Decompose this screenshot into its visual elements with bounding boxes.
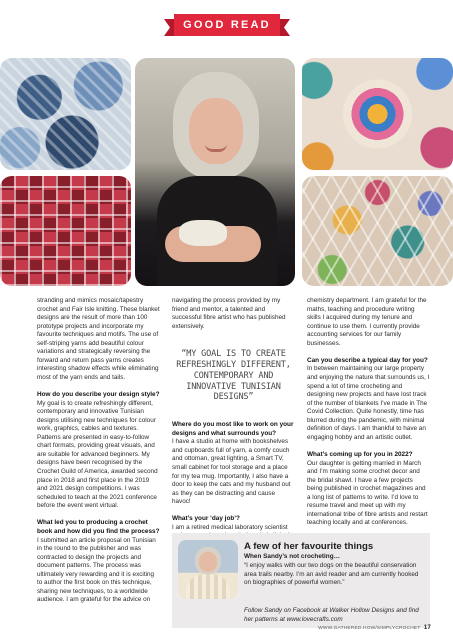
banner-label: GOOD READ bbox=[183, 19, 271, 31]
colourful-mandala-blanket-photo bbox=[302, 58, 453, 170]
portrait-face bbox=[189, 98, 243, 164]
red-white-check-blankets-photo bbox=[0, 176, 131, 286]
favourite-things-photo bbox=[178, 540, 238, 599]
question-heading: How do you describe your design style? bbox=[37, 391, 160, 399]
favourite-things-subtitle: When Sandy’s not crocheting… bbox=[244, 553, 340, 560]
article-column-2 bbox=[172, 297, 295, 550]
page-footer bbox=[318, 625, 431, 631]
body-paragraph: I have a studio at home with bookshelves and cupboards full of yarn, a comfy couch and ottoman, great lighting, a Smart TV, small cabinet for tool storage and a place for my tea mug. Importantly, I also have a door to keep the cats and my husband out as they can be distracting and cause havoc! bbox=[172, 438, 291, 506]
question-heading: What’s coming up for you in 2022? bbox=[307, 450, 413, 458]
section-banner bbox=[168, 14, 286, 39]
question-heading: What’s your ‘day job’? bbox=[172, 515, 240, 523]
portrait-yarn bbox=[179, 220, 227, 246]
fav-photo-face bbox=[199, 552, 217, 572]
favourite-things-title: A few of her favourite things bbox=[244, 541, 374, 552]
article-column-1 bbox=[37, 297, 161, 614]
question-heading: What led you to producing a crochet book and how did you find the process? bbox=[37, 519, 160, 535]
fav-photo-sweater bbox=[186, 574, 230, 599]
favourite-things-box bbox=[172, 533, 430, 628]
question-heading: Can you describe a typical day for you? bbox=[307, 356, 428, 364]
portrait-crocheting-photo bbox=[135, 58, 295, 286]
article-column-3 bbox=[307, 297, 430, 537]
pull-quote: “MY GOAL IS TO CREATE REFRESHINGLY DIFFERENT, CONTEMPORARY AND INNOVATIVE TUNISIAN DESIGNS” bbox=[176, 349, 291, 403]
footer-url: WWW.GATHERED.HOW/SIMPLYCROCHET bbox=[318, 626, 421, 631]
body-paragraph: I am a retired medical laboratory scientist bbox=[172, 523, 288, 531]
blue-crochet-hats-photo bbox=[0, 58, 131, 170]
body-paragraph: stranding and mimics mosaic/tapestry crochet and Fair Isle knitting. These blanket designs are the result of more than 100 prototype projects and incorporate my favourite techniques and motifs. The use of self-striping yarns add beautiful colour variations and strategically reversing the forward and return pass yarns creates interesting shadow effects while eliminating most of the yarn ends and tails. bbox=[37, 297, 160, 381]
body-paragraph: Our daughter is getting married in March and I’m making some crochet decor and the bridal shawl. I have a few projects being published in crochet magazines and a long list of patterns to write. I’d love to resume travel and meet up with my international tribe of fibre artists and restart teaching locally and at conferences. bbox=[307, 459, 428, 527]
body-paragraph: In between maintaining our large property and enjoying the nature that surrounds us, I spend a lot of time crocheting and designing new projects and have lost track of the number of blankets I’ve made in The Covid Collection. Quite honestly, time has blurred during the pandemic, with minimal definition of days. I am thankful to have an engaging hobby and an artistic outlet. bbox=[307, 365, 430, 441]
body-paragraph: I submitted an article proposal on Tunisian in the round to the publisher and was contracted to design the projects and document patterns. The process was ultimately very rewarding and it is exciting to author the first book on this technique, sharing new techniques, to a worldwide audience. I am grateful for the advice on bbox=[37, 536, 156, 604]
banner-face bbox=[174, 14, 280, 36]
hexagon-pattern-blanket-photo bbox=[302, 176, 453, 286]
body-paragraph: navigating the process provided by my friend and mentor, a talented and successful fibre artist who has published extensively. bbox=[172, 297, 286, 330]
body-paragraph: chemistry department. I am grateful for the maths, teaching and procedure writing skills I acquired during my tenure and continue to use them. I currently provide accounting services for our family businesses. bbox=[307, 297, 427, 347]
body-paragraph: My goal is to create refreshingly different, contemporary and innovative Tunisian designs utilising new techniques for colour work, graphics, cables and textures. Patterns are presented in easy-to-follow chart formats, providing great visuals, and are suitable for advanced beginners. My designs have been recognised by the Crochet Guild of America, awarded second place in 2018 and first place in the 2019 and 2021 design competitions. I was scheduled to teach at the 2021 conference before the event went virtual. bbox=[37, 399, 158, 510]
favourite-things-footnote: Follow Sandy on Facebook at Walker Hollow Designs and find her patterns at www.lovecrafts.com bbox=[244, 607, 419, 623]
question-heading: Where do you most like to work on your designs and what surrounds you? bbox=[172, 421, 294, 437]
favourite-things-body: “I enjoy walks with our two dogs on the beautiful conservation area trails nearby. I’m an avid reader and am currently hooked on biographies of powerful women.” bbox=[244, 562, 419, 587]
page-number: 17 bbox=[423, 625, 431, 631]
